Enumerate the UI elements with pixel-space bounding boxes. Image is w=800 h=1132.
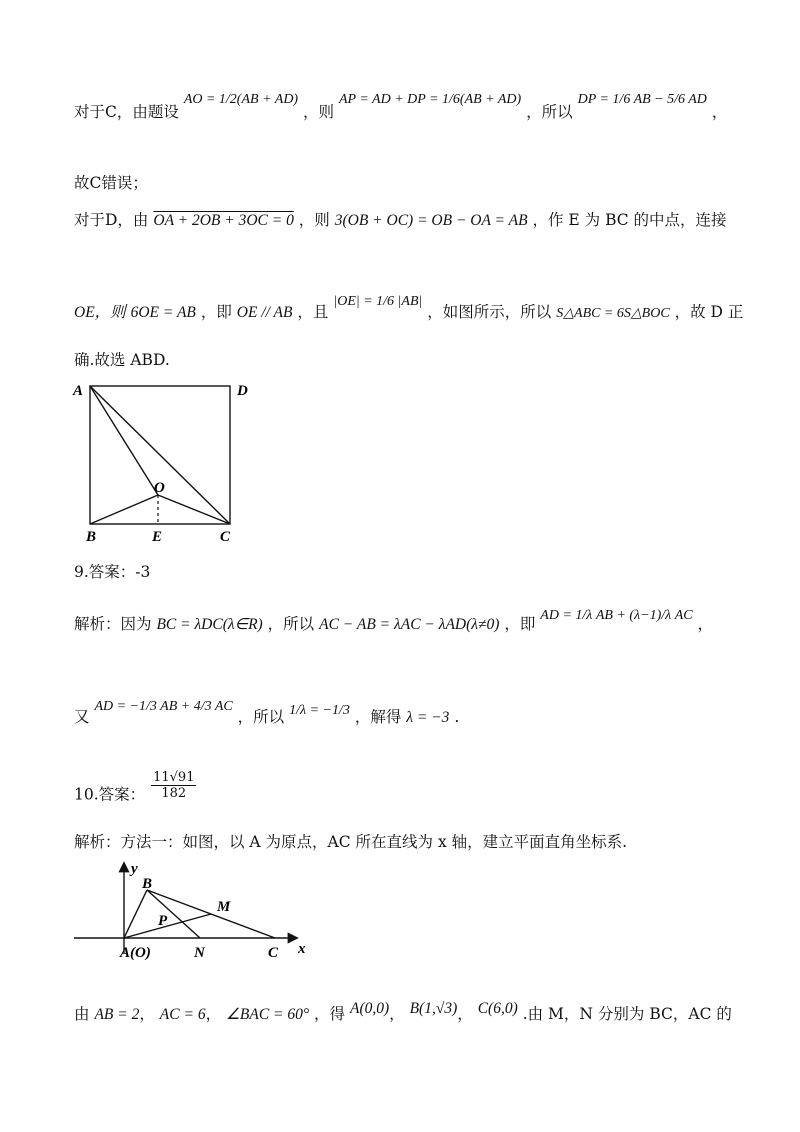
q9-period: . [454,708,460,726]
c-eq3: DP = 1/6 AB − 5/6 AD [577,92,707,107]
fig2-label-b: B [142,876,153,892]
q10-p2: B(1,√3) [409,1000,458,1017]
option-c-wrong: 故C错误； [74,174,148,192]
fig1-label-b: B [86,529,97,545]
fig2-label-c: C [268,945,279,961]
figure-square [70,375,270,545]
q9-eq6: λ = −3 [406,709,450,726]
d2-eq2: OE // AB [236,304,293,321]
c-end: ， [711,103,728,121]
d2-and: ，且 [297,303,329,321]
q10-tail: .由 M，N 分别为 BC，AC 的 [522,1005,732,1023]
d2-end: ，故 D 正 [674,303,744,321]
q9-again: 又 [74,708,90,726]
q9-end: ， [697,615,714,633]
d2-eq1: 6OE = AB [130,304,196,321]
c-then: ，则 [303,103,335,121]
q9-so2: ，所以 [237,708,285,726]
q10-answer-label: 10.答案： [74,785,146,804]
q9-analysis-line2 [74,699,460,727]
fig1-label-c: C [220,529,231,545]
q10-answer-fraction [151,770,196,801]
q10-last-lead: 由 [74,1005,90,1023]
q9-eq5: 1/λ = −1/3 [289,703,350,718]
q9-eq2: AC − AB = λAC − λAD(λ≠0) [319,616,500,633]
q9-analysis-line1 [74,608,714,634]
fig1-label-o: O [154,480,165,496]
q10-p1: A(0,0) [349,1000,390,1017]
d-then: ，则 [298,211,330,229]
q10-get: ，得 [314,1005,346,1023]
q9-answer: 9.答案：-3 [74,563,151,581]
d-tail: ，作 E 为 BC 的中点，连接 [532,211,727,229]
q10-answer [74,770,197,805]
figure-coordinate [70,858,320,968]
q9-ie: ，即 [504,615,536,633]
q9-lead: 解析：因为 [74,615,152,633]
q9-solve: ，解得 [354,708,402,726]
d2-fig: ，如图所示，所以 [427,303,552,321]
fig1-label-d: D [237,383,248,399]
fig2-label-m: M [217,899,231,915]
fig2-label-y: y [131,861,138,877]
d-eq2: 3(OB + OC) = OB − OA = AB [334,212,528,229]
q9-so: ，所以 [267,615,315,633]
d-lead: 对于D，由 [74,211,149,229]
fig2-label-n: N [194,945,205,961]
c-lead: 对于C，由题设 [74,103,179,121]
fig2-label-p: P [158,913,168,929]
fig2-label-x: x [298,941,306,957]
q10-answer-num: 11√91 [153,770,195,785]
option-d-line2 [74,294,744,322]
q10-eq1: AB = 2 [94,1006,140,1023]
q10-eq3: ∠BAC = 60° [226,1006,310,1023]
d2-lead: OE，则 [74,304,126,321]
q10-p3: C(6,0) [477,1000,518,1017]
fig2-label-a: A(O) [120,945,151,961]
fig1-label-e: E [152,529,163,545]
q10-method: 解析：方法一：如图，以 A 为原点，AC 所在直线为 x 轴，建立平面直角坐标系. [74,833,628,851]
option-d-conclusion: 确.故选 ABD. [74,351,170,369]
d2-eq4: S△ABC = 6S△BOC [556,306,670,321]
q9-eq1: BC = λDC(λ∈R) [156,616,263,633]
q10-answer-den: 182 [161,786,187,801]
q9-eq4: AD = −1/3 AB + 4/3 AC [94,699,233,714]
q10-eq2: AC = 6 [159,1006,206,1023]
q9-eq3: AD = 1/λ AB + (λ−1)/λ AC [540,608,693,623]
fig1-label-a: A [73,383,84,399]
d-eq1: OA + 2OB + 3OC = 0 [153,212,294,229]
option-c-line [74,92,728,122]
option-d-line [74,208,727,230]
c-eq2: AP = AD + DP = 1/6(AB + AD) [339,92,522,107]
q10-last-line: 由 AB = 2， AC = 6， ∠BAC = 60° ，得 A(0,0)， B(1,√3)， C(6,0) .由 M，N 分别为 BC，AC 的 [74,1000,732,1023]
d2-eq3: |OE| = 1/6 |AB| [333,294,423,309]
c-eq1: AO = 1/2(AB + AD) [183,92,299,107]
c-so: ，所以 [526,103,573,121]
d2-mid: ，即 [200,303,232,321]
